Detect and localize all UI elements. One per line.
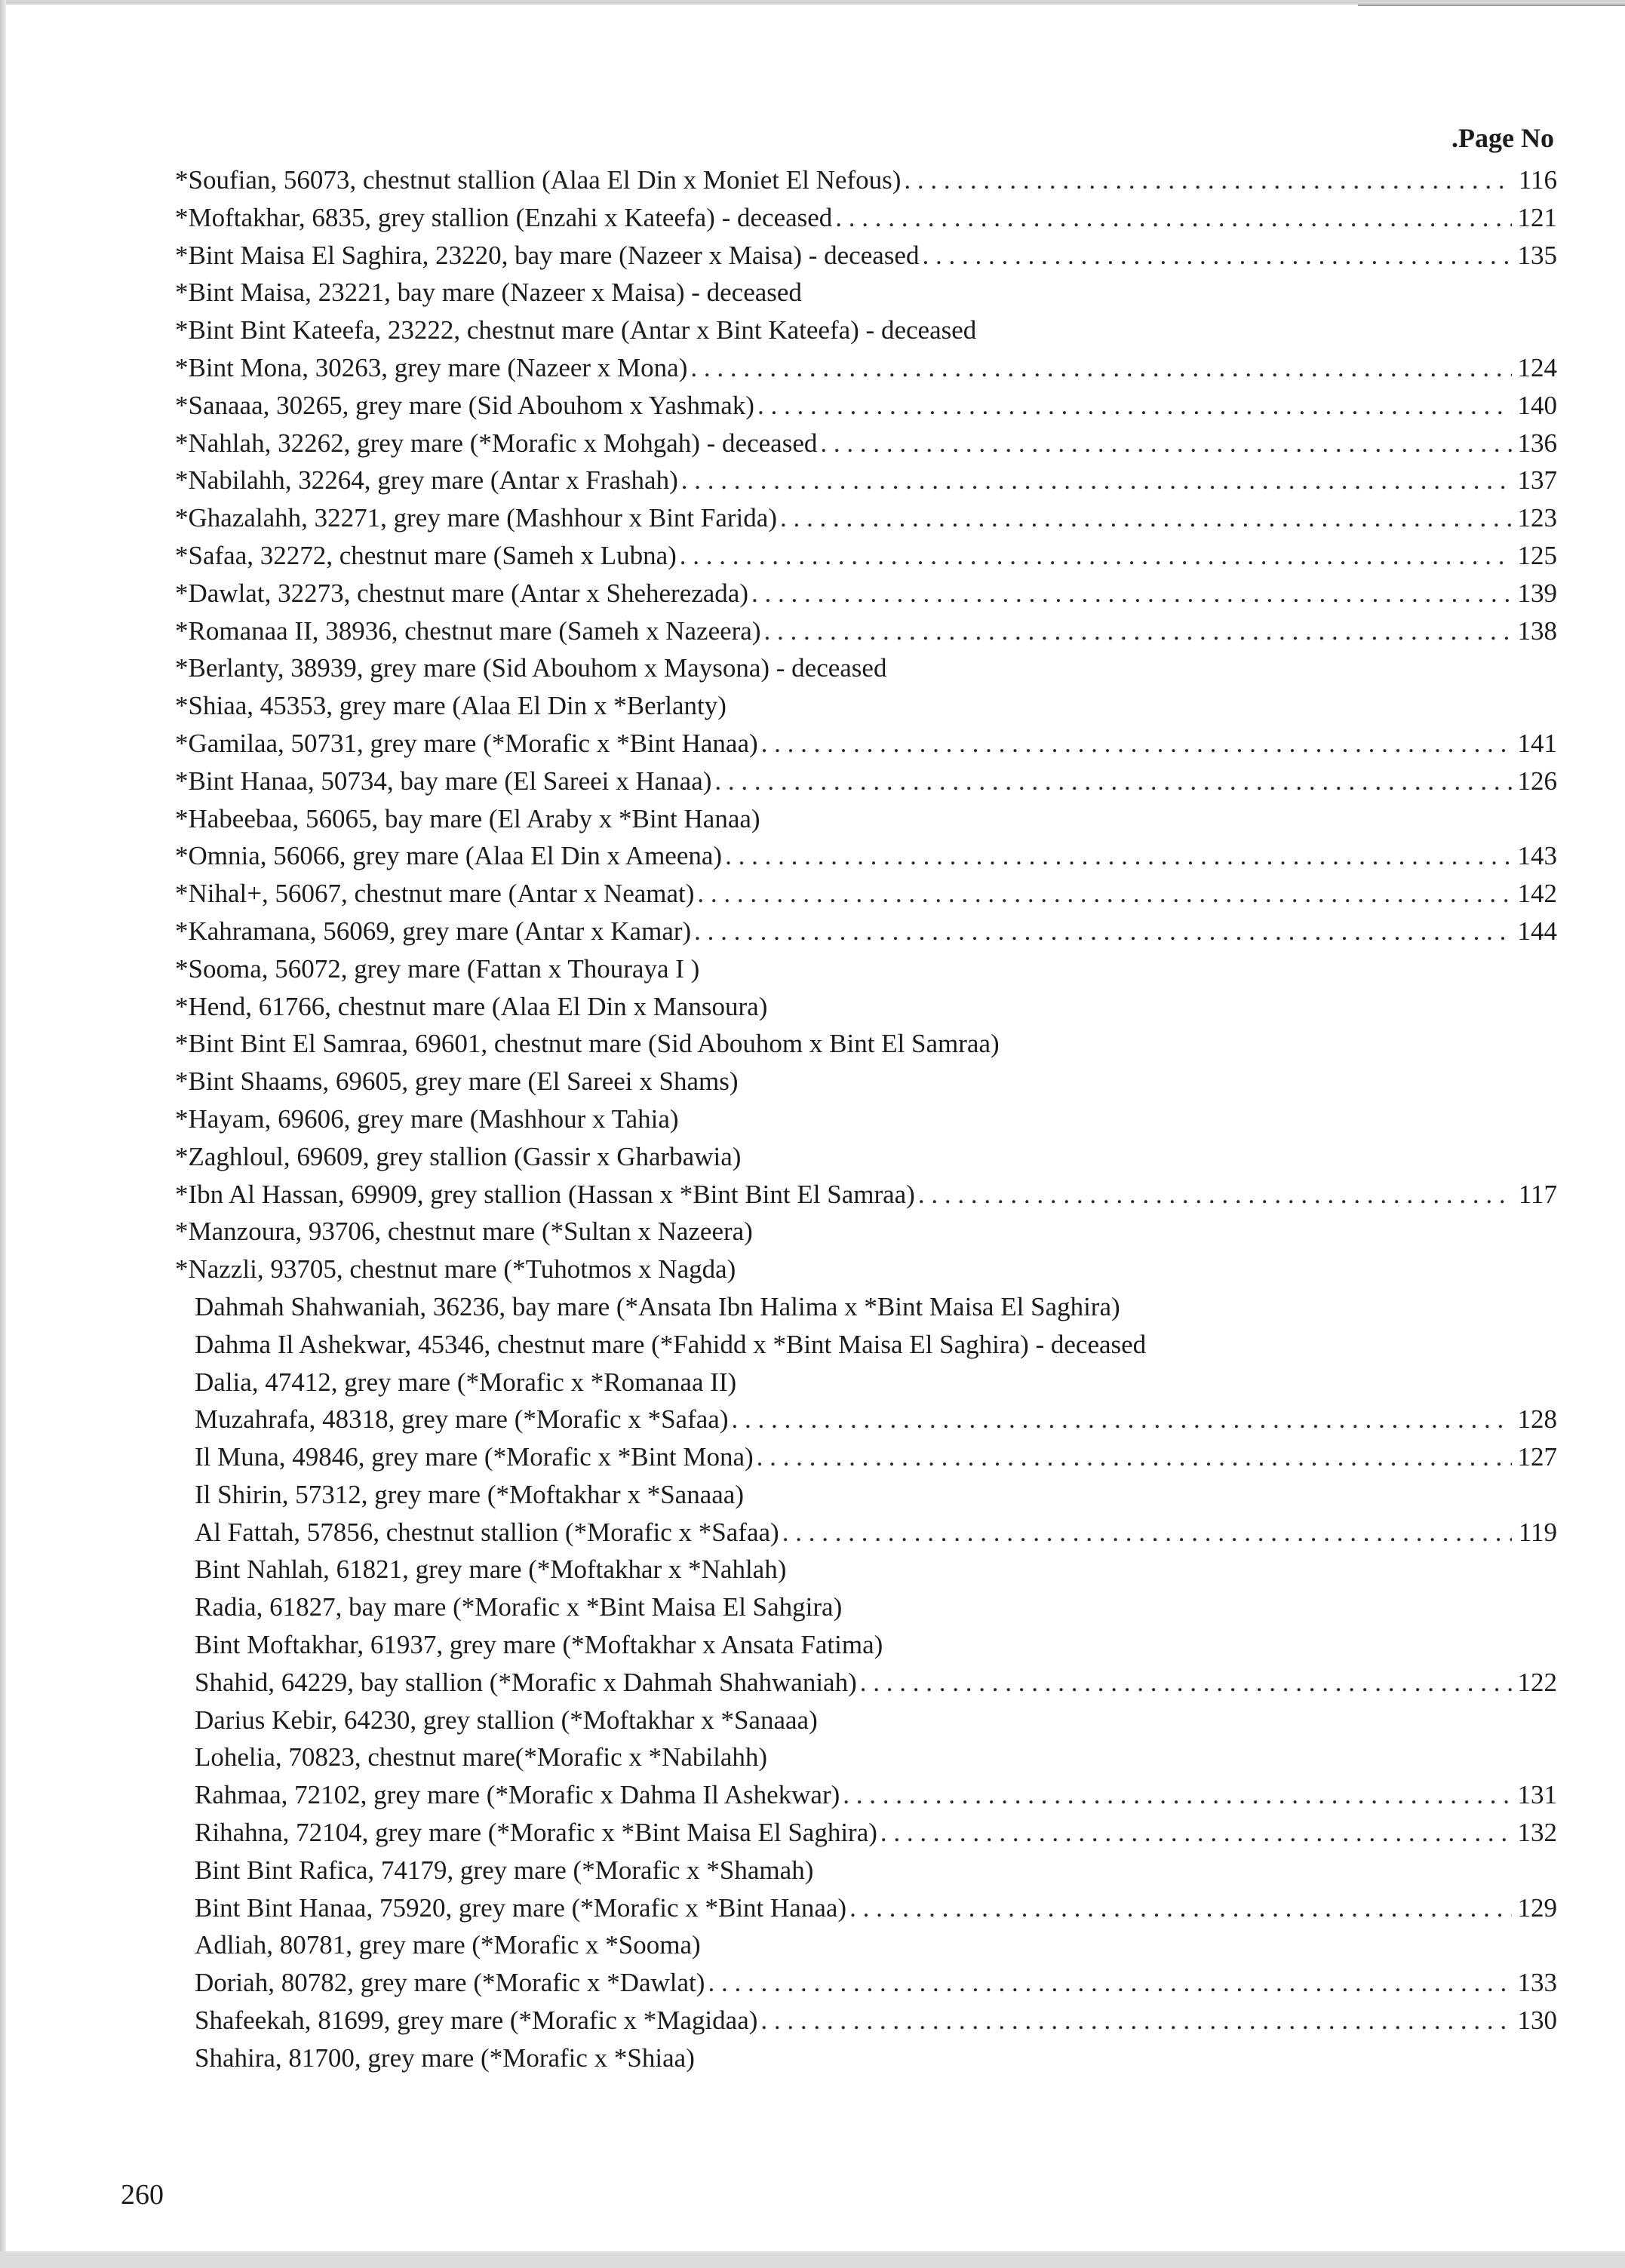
entry-text: Il Muna, 49846, grey mare (*Morafic x *Bint Mona): [195, 1442, 754, 1472]
entry-text: *Soufian, 56073, chestnut stallion (Alaa El Din x Moniet El Nefous): [175, 165, 902, 195]
entry-page-number: 144: [1517, 916, 1557, 946]
index-entry: [175, 274, 1557, 312]
entry-text: *Dawlat, 32273, chestnut mare (Antar x Sheherezada): [175, 578, 748, 608]
entry-text: *Hend, 61766, chestnut mare (Alaa El Din x Mansoura): [175, 991, 768, 1021]
index-entry: [175, 1138, 1557, 1176]
entry-text: *Shiaa, 45353, grey mare (Alaa El Din x *Berlanty): [175, 691, 726, 721]
dot-leader: [690, 349, 1512, 387]
entry-text: *Nazzli, 93705, chestnut mare (*Tuhotmos x Nagda): [175, 1254, 736, 1284]
index-entry: [175, 837, 1557, 875]
entry-page-number: 125: [1517, 540, 1557, 570]
dot-leader: [835, 199, 1512, 237]
entry-text: Darius Kebir, 64230, grey stallion (*Moftakhar x *Sanaaa): [195, 1705, 818, 1735]
index-entry: [175, 499, 1557, 537]
index-entry: [175, 425, 1557, 462]
entry-text: *Nahlah, 32262, grey mare (*Morafic x Mohgah) - deceased: [175, 428, 818, 458]
entry-text: *Bint Bint Kateefa, 23222, chestnut mare (Antar x Bint Kateefa) - deceased: [175, 315, 977, 345]
index-entry: [175, 1326, 1557, 1364]
dot-leader: [714, 763, 1512, 800]
index-entry: [175, 988, 1557, 1026]
index-entry: [175, 1889, 1557, 1927]
index-entry: [175, 950, 1557, 988]
index-entry: [175, 1926, 1557, 1964]
index-entry: [175, 2039, 1557, 2077]
entry-page-number: 129: [1517, 1892, 1557, 1923]
entry-page-number: 121: [1517, 202, 1557, 232]
entry-text: Il Shirin, 57312, grey mare (*Moftakhar x *Sanaaa): [195, 1479, 744, 1509]
entry-text: Lohelia, 70823, chestnut mare(*Morafic x *Nabilahh): [195, 1742, 768, 1772]
index-entry: [175, 537, 1557, 575]
dot-leader: [922, 237, 1512, 275]
dot-leader: [760, 2002, 1512, 2039]
index-entry: [175, 1739, 1557, 1776]
entry-page-number: 138: [1517, 615, 1557, 646]
index-entry: [175, 1588, 1557, 1626]
entry-text: *Berlanty, 38939, grey mare (Sid Abouhom x Maysona) - deceased: [175, 653, 887, 683]
entry-text: Shahid, 64229, bay stallion (*Morafic x Dahmah Shahwaniah): [195, 1667, 857, 1697]
entry-text: Rihahna, 72104, grey mare (*Morafic x *Bint Maisa El Saghira): [195, 1818, 877, 1848]
dot-leader: [880, 1814, 1512, 1852]
index-entry: [175, 199, 1557, 237]
dot-leader: [731, 1401, 1512, 1438]
index-entry: [175, 913, 1557, 950]
dot-leader: [843, 1776, 1512, 1814]
entry-text: Shahira, 81700, grey mare (*Morafic x *Shiaa): [195, 2042, 695, 2073]
entry-text: *Ibn Al Hassan, 69909, grey stallion (Hassan x *Bint Bint El Samraa): [175, 1179, 915, 1209]
entry-page-number: 117: [1518, 1179, 1557, 1209]
entry-text: *Gamilaa, 50731, grey mare (*Morafic x *Bint Hanaa): [175, 728, 758, 758]
index-entry: [175, 725, 1557, 763]
entry-page-number: 116: [1518, 165, 1557, 195]
entry-page-number: 123: [1517, 503, 1557, 533]
index-entry: [175, 462, 1557, 499]
index-entry: [175, 1702, 1557, 1739]
entry-page-number: 127: [1517, 1442, 1557, 1472]
scan-edge-bottom: [0, 2251, 1625, 2268]
index-entry: [175, 1100, 1557, 1138]
index-entry: [175, 2002, 1557, 2039]
page-number: 260: [121, 2179, 164, 2211]
index-entry: [175, 1964, 1557, 2002]
entry-text: Shafeekah, 81699, grey mare (*Morafic x *Magidaa): [195, 2006, 758, 2036]
entry-text: *Zaghloul, 69609, grey stallion (Gassir x Gharbawia): [175, 1141, 742, 1171]
index-entry: [175, 1364, 1557, 1401]
page-no-heading: Page No.: [1451, 123, 1554, 153]
index-entry: [175, 763, 1557, 800]
index-entry: [175, 800, 1557, 838]
index-entry: [175, 1852, 1557, 1889]
dot-leader: [780, 499, 1512, 537]
dot-leader: [918, 1176, 1512, 1214]
entry-text: *Safaa, 32272, chestnut mare (Sameh x Lubna): [175, 540, 677, 570]
entry-text: Al Fattah, 57856, chestnut stallion (*Morafic x *Safaa): [195, 1517, 779, 1547]
entry-page-number: 141: [1517, 728, 1557, 758]
dot-leader: [904, 161, 1512, 199]
index-entry: [175, 612, 1557, 650]
index-entry: [175, 1514, 1557, 1551]
entry-text: *Bint Mona, 30263, grey mare (Nazeer x Mona): [175, 352, 688, 382]
entry-text: *Moftakhar, 6835, grey stallion (Enzahi x Kateefa) - deceased: [175, 202, 833, 232]
entry-text: *Hayam, 69606, grey mare (Mashhour x Tahia): [175, 1103, 679, 1134]
entry-text: *Manzoura, 93706, chestnut mare (*Sultan x Nazeera): [175, 1217, 753, 1247]
dot-leader: [860, 1664, 1512, 1702]
entry-page-number: 126: [1517, 766, 1557, 796]
index-entry: [175, 1213, 1557, 1251]
index-entry: [175, 1776, 1557, 1814]
dot-leader: [697, 875, 1512, 913]
index-entry: [175, 575, 1557, 612]
entry-page-number: 142: [1517, 879, 1557, 909]
index-entry: [175, 1251, 1557, 1288]
entry-text: Adliah, 80781, grey mare (*Morafic x *Sooma): [195, 1930, 701, 1960]
entry-text: *Sanaaa, 30265, grey mare (Sid Abouhom x Yashmak): [175, 390, 754, 420]
entry-text: *Romanaa II, 38936, chestnut mare (Sameh x Nazeera): [175, 615, 761, 646]
entry-page-number: 119: [1518, 1517, 1557, 1547]
entry-page-number: 122: [1517, 1667, 1557, 1697]
dot-leader: [849, 1889, 1512, 1927]
entry-text: Muzahrafa, 48318, grey mare (*Morafic x *Safaa): [195, 1404, 729, 1435]
index-entry: [175, 161, 1557, 199]
entry-text: *Habeebaa, 56065, bay mare (El Araby x *Bint Hanaa): [175, 803, 760, 833]
entry-text: *Bint Hanaa, 50734, bay mare (El Sareei x Hanaa): [175, 766, 712, 796]
dot-leader: [757, 387, 1512, 425]
index-entry: [175, 1476, 1557, 1514]
index-entry: [175, 1814, 1557, 1852]
index-entry: [175, 1551, 1557, 1588]
dot-leader: [782, 1514, 1512, 1551]
dot-leader: [751, 575, 1512, 612]
index-entry: [175, 1664, 1557, 1702]
entry-page-number: 143: [1517, 841, 1557, 871]
entry-text: *Kahramana, 56069, grey mare (Antar x Kamar): [175, 916, 692, 946]
entry-page-number: 136: [1517, 428, 1557, 458]
index-entry: [175, 649, 1557, 687]
entry-text: Rahmaa, 72102, grey mare (*Morafic x Dahma Il Ashekwar): [195, 1780, 840, 1810]
dot-leader: [681, 462, 1512, 499]
index-entry: [175, 387, 1557, 425]
entry-text: *Bint Maisa, 23221, bay mare (Nazeer x Maisa) - deceased: [175, 278, 802, 308]
dot-leader: [764, 612, 1513, 650]
index-entry: [175, 1288, 1557, 1326]
index-entry: [175, 1063, 1557, 1100]
entry-text: Dalia, 47412, grey mare (*Morafic x *Romanaa II): [195, 1367, 737, 1397]
entry-text: Bint Moftakhar, 61937, grey mare (*Moftakhar x Ansata Fatima): [195, 1630, 883, 1660]
index-entry: [175, 312, 1557, 349]
entry-text: Doriah, 80782, grey mare (*Morafic x *Dawlat): [195, 1968, 705, 1998]
index-entry: [175, 237, 1557, 275]
entry-text: *Bint Bint El Samraa, 69601, chestnut mare (Sid Abouhom x Bint El Samraa): [175, 1029, 1000, 1059]
entry-text: *Bint Shaams, 69605, grey mare (El Sareei x Shams): [175, 1066, 739, 1097]
entry-page-number: 130: [1517, 2006, 1557, 2036]
entry-text: Radia, 61827, bay mare (*Morafic x *Bint Maisa El Sahgira): [195, 1592, 843, 1622]
index-entry: [175, 875, 1557, 913]
entry-text: Bint Bint Hanaa, 75920, grey mare (*Morafic x *Bint Hanaa): [195, 1892, 847, 1923]
entry-page-number: 128: [1517, 1404, 1557, 1435]
dot-leader: [761, 725, 1512, 763]
entry-text: *Omnia, 56066, grey mare (Alaa El Din x Ameena): [175, 841, 723, 871]
index-entry: [175, 349, 1557, 387]
dot-leader: [757, 1438, 1512, 1476]
entry-text: *Sooma, 56072, grey mare (Fattan x Thouraya I ): [175, 953, 700, 984]
dot-leader: [680, 537, 1512, 575]
horse-index-list: [175, 161, 1557, 2077]
index-entry: [175, 1401, 1557, 1438]
dot-leader: [725, 837, 1512, 875]
entry-text: Bint Nahlah, 61821, grey mare (*Moftakhar x *Nahlah): [195, 1554, 787, 1585]
entry-text: Dahma Il Ashekwar, 45346, chestnut mare (*Fahidd x *Bint Maisa El Saghira) - deceased: [195, 1329, 1147, 1359]
index-entry: [175, 1626, 1557, 1664]
index-entry: [175, 1025, 1557, 1063]
entry-page-number: 132: [1517, 1818, 1557, 1848]
dot-leader: [820, 425, 1512, 462]
dot-leader: [694, 913, 1512, 950]
entry-text: *Nabilahh, 32264, grey mare (Antar x Frashah): [175, 465, 678, 496]
entry-page-number: 133: [1517, 1968, 1557, 1998]
entry-text: *Ghazalahh, 32271, grey mare (Mashhour x Bint Farida): [175, 503, 777, 533]
entry-page-number: 135: [1517, 240, 1557, 270]
entry-page-number: 137: [1517, 465, 1557, 496]
dot-leader: [708, 1964, 1512, 2002]
entry-page-number: 124: [1517, 352, 1557, 382]
index-entry: [175, 1438, 1557, 1476]
scan-edge-left: [0, 0, 6, 2268]
entry-text: Bint Bint Rafica, 74179, grey mare (*Morafic x *Shamah): [195, 1855, 814, 1885]
scan-line: [1358, 5, 1625, 6]
entry-text: Dahmah Shahwaniah, 36236, bay mare (*Ansata Ibn Halima x *Bint Maisa El Saghira): [195, 1291, 1120, 1321]
index-entry: [175, 1176, 1557, 1214]
entry-page-number: 139: [1517, 578, 1557, 608]
entry-text: *Bint Maisa El Saghira, 23220, bay mare (Nazeer x Maisa) - deceased: [175, 240, 920, 270]
entry-page-number: 131: [1517, 1780, 1557, 1810]
entry-text: *Nihal+, 56067, chestnut mare (Antar x Neamat): [175, 879, 695, 909]
index-entry: [175, 687, 1557, 725]
entry-page-number: 140: [1517, 390, 1557, 420]
